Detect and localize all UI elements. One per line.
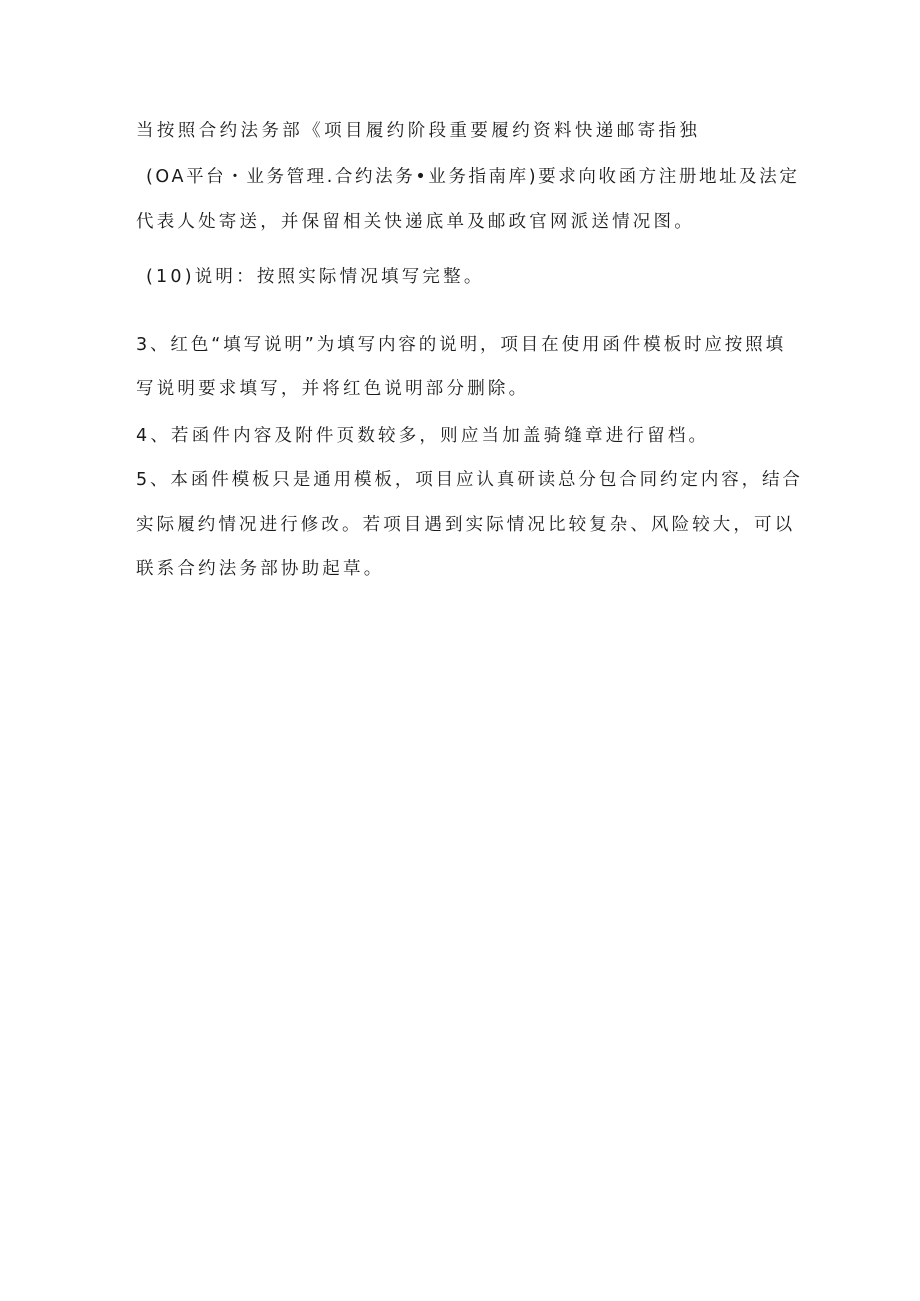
item-5-line-1: 5、本函件模板只是通用模板，项目应认真研读总分包合同约定内容，结合 xyxy=(136,470,803,490)
paragraph-line-3: 代表人处寄送，并保留相关快递底单及邮政官网派送情况图。 xyxy=(136,212,695,232)
item-4-line: 4、若函件内容及附件页数较多，则应当加盖骑缝章进行留档。 xyxy=(136,426,710,446)
item-5-line-2: 实际履约情况进行修改。若项目遇到实际情况比较复杂、风险较大，可以 xyxy=(136,515,796,535)
paragraph-line-2: (OA平台・业务管理.合约法务•业务指南库)要求向收函方注册地址及法定 xyxy=(146,167,800,187)
note-10-line: (10)说明：按照实际情况填写完整。 xyxy=(146,267,485,287)
item-5-line-3: 联系合约法务部协助起草。 xyxy=(136,559,385,579)
paragraph-line-1: 当按照合约法务部《项目履约阶段重要履约资料快递邮寄指独 xyxy=(136,121,701,141)
item-3-line-1: 3、红色“填写说明”为填写内容的说明，项目在使用函件模板时应按照填 xyxy=(136,335,786,355)
item-3-line-2: 写说明要求填写，并将红色说明部分删除。 xyxy=(136,379,530,399)
